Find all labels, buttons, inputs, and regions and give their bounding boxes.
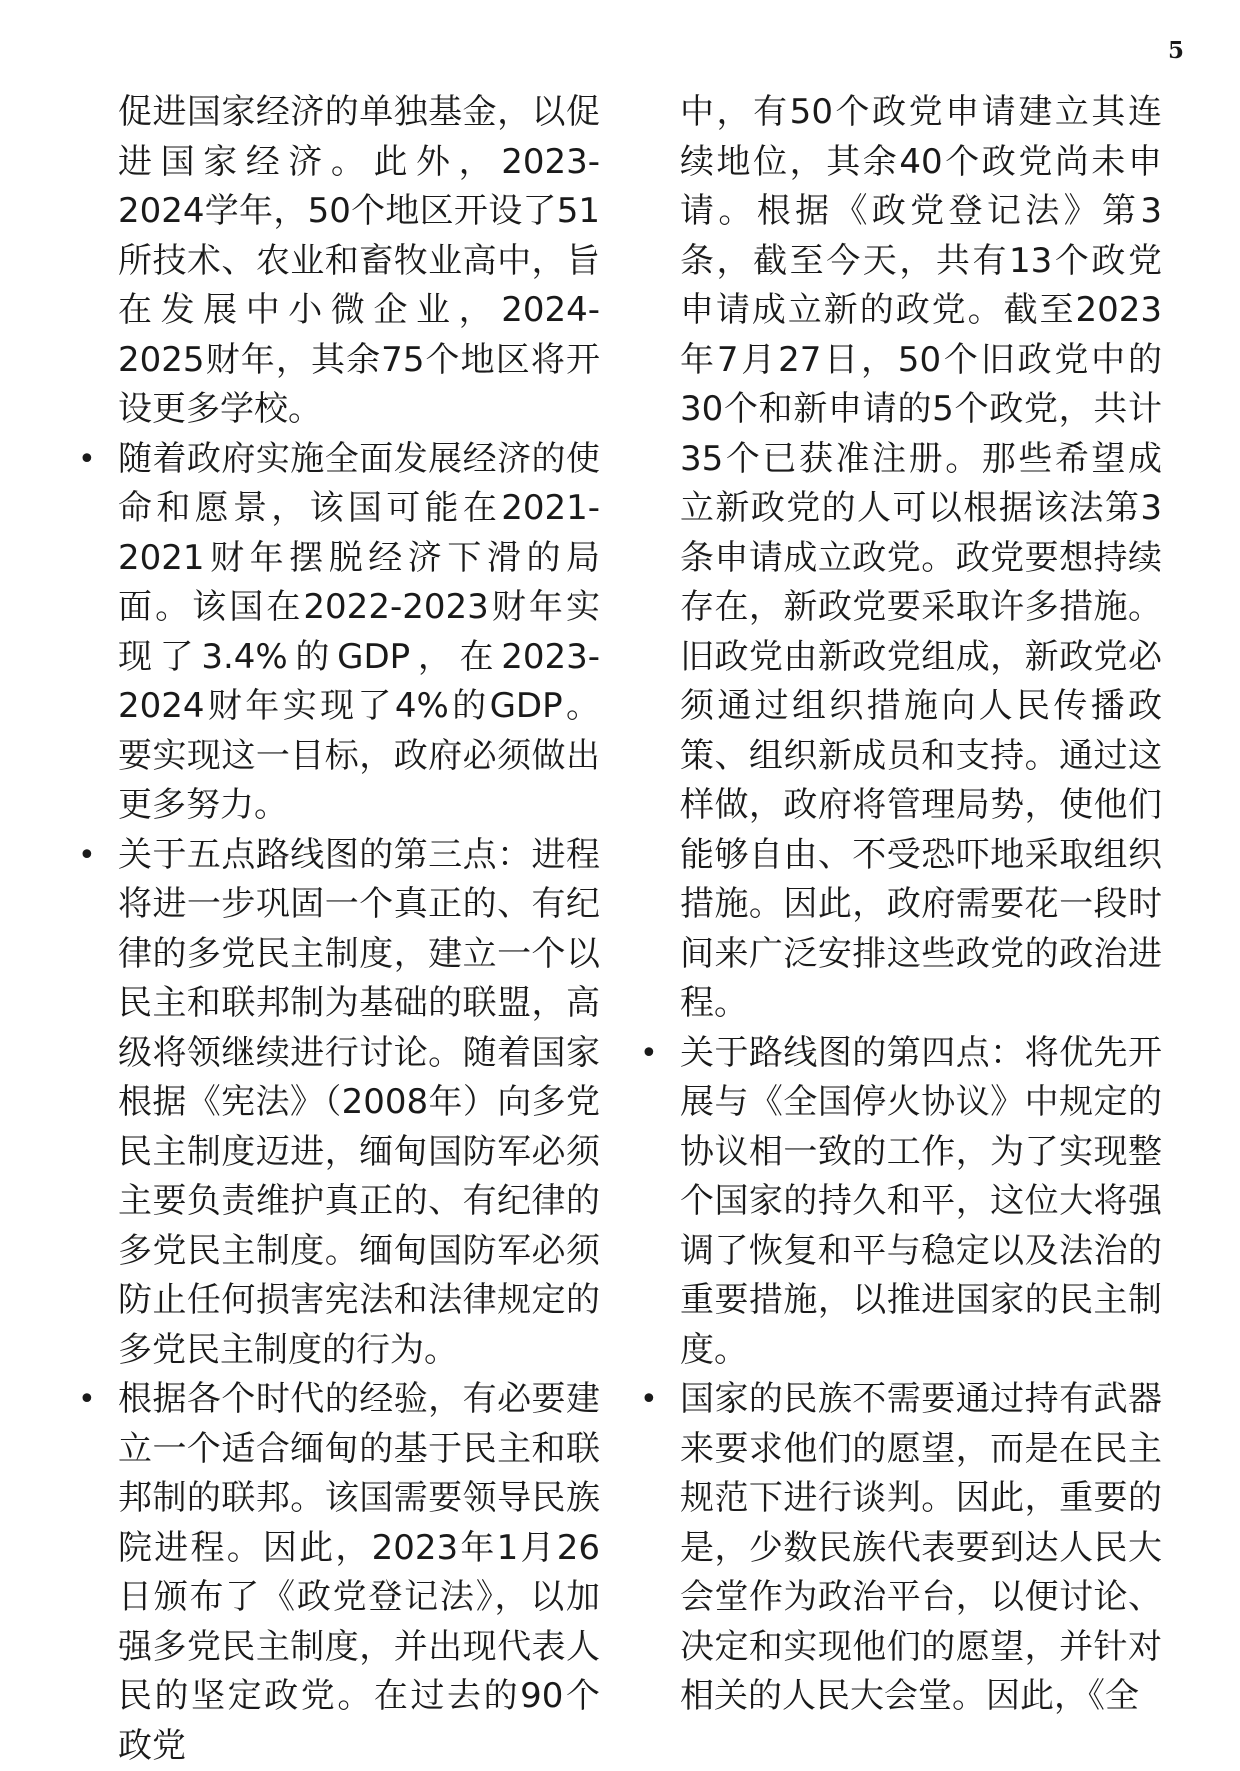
- bullet-dot-icon: •: [640, 1382, 658, 1417]
- bullet-item-fourth-point: [640, 1029, 1162, 1376]
- bullet-text: 根据各个时代的经验，有必要建立一个适合缅甸的基于民主和联邦制的联邦。该国需要领导民族院进程。因此，2023年1月26日颁布了《政党登记法》，以加强多党民主制度，并出现代表人民的坚定政党。在过去的90个政党: [118, 1379, 600, 1766]
- bullet-item-third-point: [78, 831, 600, 1376]
- bullet-item-economy: [78, 435, 600, 831]
- bullet-text: 关于路线图的第四点：将优先开展与《全国停火协议》中规定的协议相一致的工作，为了实现整个国家的持久和平，这位大将强调了恢复和平与稳定以及法治的重要措施，以推进国家的民主制度。: [680, 1032, 1162, 1370]
- bullet-item-ethnic-negotiation: [640, 1375, 1162, 1722]
- left-intro-paragraph: 促进国家经济的单独基金，以促进国家经济。此外，2023-2024学年，50个地区开设了51所技术、农业和畜牧业高中，旨在发展中小微企业，2024-2025财年，其余75个地区将开设更多学校。: [118, 92, 600, 429]
- bullet-dot-icon: •: [640, 1035, 658, 1071]
- right-intro-paragraph: 中，有50个政党申请建立其连续地位，其余40个政党尚未申请。根据《政党登记法》第3条，截至今天，共有13个政党申请成立新的政党。截至2023年7月27日，50个旧政党中的30个和新申请的5个政党，共计35个已获准注册。那些希望成立新政党的人可以根据该法第3条申请成立政党。政党要想持续存在，新政党要采取许多措施。旧政党由新政党组成，新政党必须通过组织措施向人民传播政策、组织新成员和支持。通过这样做，政府将管理局势，使他们能够自由、不受恐吓地采取组织措施。因此，政府需要花一段时间来广泛安排这些政党的政治进程。: [680, 92, 1162, 1023]
- bullet-text: 关于五点路线图的第三点：进程将进一步巩固一个真正的、有纪律的多党民主制度，建立一个以民主和联邦制为基础的联盟，高级将领继续进行讨论。随着国家根据《宪法》（2008年）向多党民主制度迈进，缅甸国防军必须主要负责维护真正的、有纪律的多党民主制度。缅甸国防军必须防止任何损害宪法和法律规定的多党民主制度的行为。: [118, 834, 600, 1370]
- left-column: [78, 88, 600, 1771]
- bullet-dot-icon: •: [78, 837, 96, 873]
- bullet-dot-icon: •: [78, 1382, 96, 1417]
- bullet-text: 随着政府实施全面发展经济的使命和愿景，该国可能在2021-2021财年摆脱经济下滑的局面。该国在2022-2023财年实现了3.4%的GDP，在2023-2024财年实现了4%的GDP。要实现这一目标，政府必须做出更多努力。: [118, 438, 600, 825]
- bullet-text: 国家的民族不需要通过持有武器来要求他们的愿望，而是在民主规范下进行谈判。因此，重要的是，少数民族代表要到达人民大会堂作为政治平台，以便讨论、决定和实现他们的愿望，并针对相关的人民大会堂。因此，《全: [680, 1379, 1162, 1716]
- page-number: 5: [1167, 37, 1184, 64]
- bullet-item-federal-union: [78, 1375, 600, 1771]
- bullet-dot-icon: •: [78, 441, 96, 477]
- right-column: [640, 88, 1162, 1722]
